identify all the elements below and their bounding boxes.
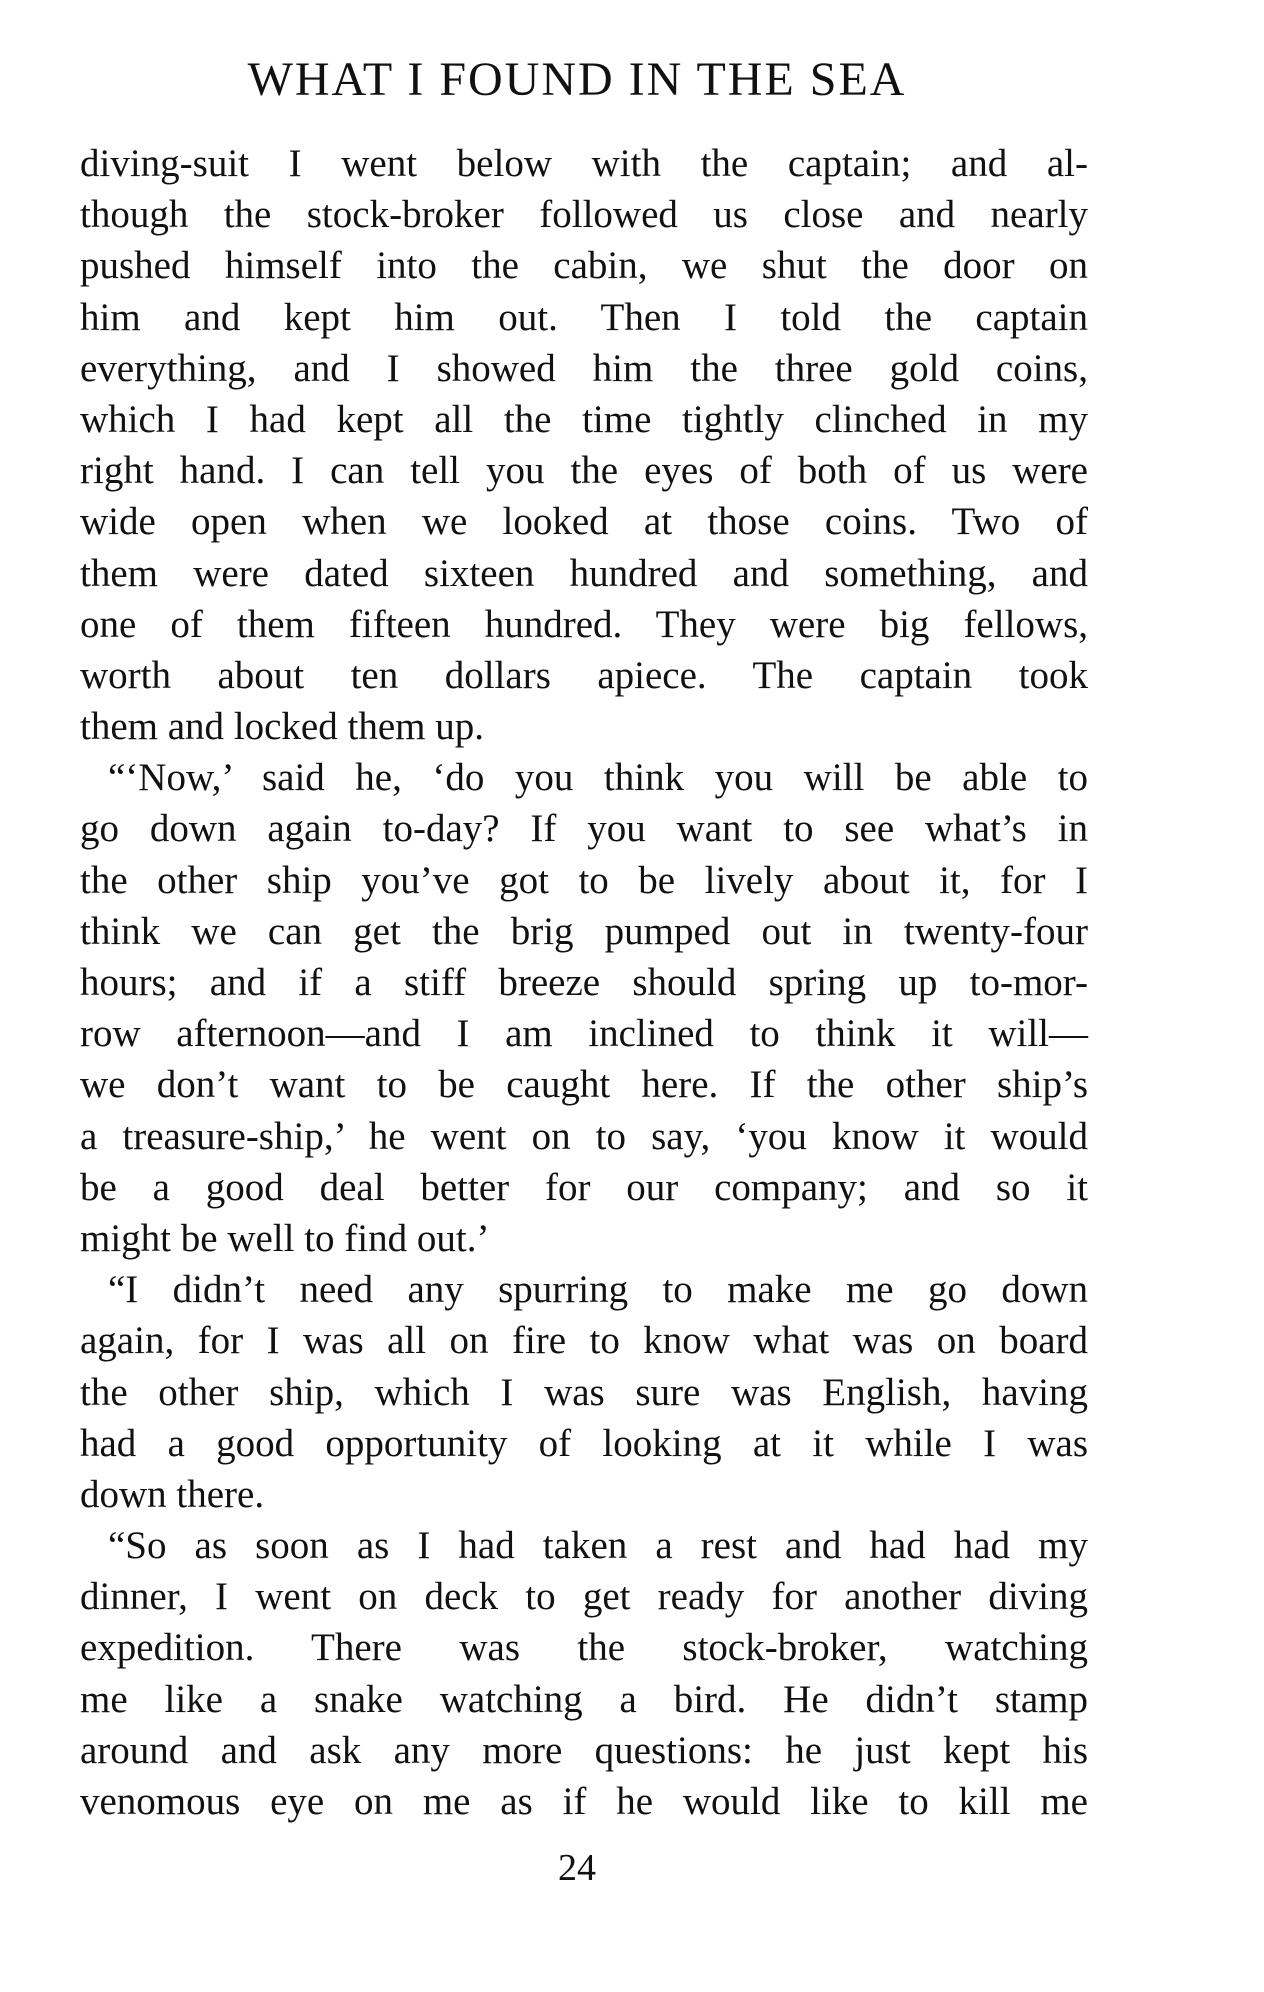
text-line: one of them fifteen hundred. They were big fellows,: [80, 602, 1088, 646]
text-line: which I had kept all the time tightly clinched in my: [80, 397, 1088, 441]
text-line: “I didn’t need any spurring to make me go down: [108, 1268, 1088, 1312]
text-line: the other ship, which I was sure was English, having: [80, 1370, 1088, 1414]
text-line: might be well to find out.’: [80, 1216, 490, 1260]
text-line: worth about ten dollars apiece. The captain took: [80, 653, 1088, 697]
text-line: hours; and if a stiff breeze should spring up to-mor-: [80, 961, 1088, 1004]
text-line: wide open when we looked at those coins. Two of: [80, 500, 1088, 544]
text-line: the other ship you’ve got to be lively about it, for I: [80, 858, 1088, 902]
text-line: we don’t want to be caught here. If the other ship’s: [80, 1063, 1088, 1107]
page-number: [0, 1846, 1264, 1890]
text-line: right hand. I can tell you the eyes of both of us were: [80, 449, 1088, 493]
text-line: again, for I was all on fire to know what was on board: [80, 1319, 1088, 1363]
body-text: [80, 138, 1088, 1827]
text-line: row afternoon—and I am inclined to think it will—: [80, 1012, 1088, 1056]
text-line: everything, and I showed him the three gold coins,: [80, 346, 1088, 390]
text-line: expedition. There was the stock-broker, watching: [80, 1626, 1088, 1670]
text-line: around and ask any more questions: he just kept his: [80, 1728, 1088, 1772]
running-head-text: WHAT I FOUND IN THE SEA: [247, 53, 907, 106]
running-head: [0, 52, 1264, 107]
text-line: be a good deal better for our company; and so it: [80, 1165, 1088, 1209]
text-line: go down again to-day? If you want to see what’s in: [80, 807, 1088, 851]
page-number-text: 24: [558, 1847, 596, 1889]
text-line: “‘Now,’ said he, ‘do you think you will be able to: [108, 756, 1088, 800]
text-line: them were dated sixteen hundred and something, and: [80, 551, 1088, 595]
text-line: “So as soon as I had taken a rest and had had my: [108, 1524, 1088, 1568]
text-line: though the stock-broker followed us close and nearly: [80, 193, 1088, 237]
text-line: a treasure-ship,’ he went on to say, ‘you know it would: [80, 1114, 1088, 1158]
text-line: them and locked them up.: [80, 705, 484, 749]
text-line: down there.: [80, 1472, 265, 1516]
text-line: him and kept him out. Then I told the captain: [80, 295, 1088, 339]
text-line: venomous eye on me as if he would like to kill me: [80, 1780, 1088, 1823]
text-line: dinner, I went on deck to get ready for another diving: [80, 1575, 1088, 1619]
text-line: diving-suit I went below with the captain; and al-: [80, 142, 1088, 185]
text-line: think we can get the brig pumped out in twenty-four: [80, 909, 1088, 953]
text-line: pushed himself into the cabin, we shut the door on: [80, 244, 1088, 288]
text-line: me like a snake watching a bird. He didn’t stamp: [80, 1677, 1088, 1721]
text-line: had a good opportunity of looking at it while I was: [80, 1421, 1088, 1465]
